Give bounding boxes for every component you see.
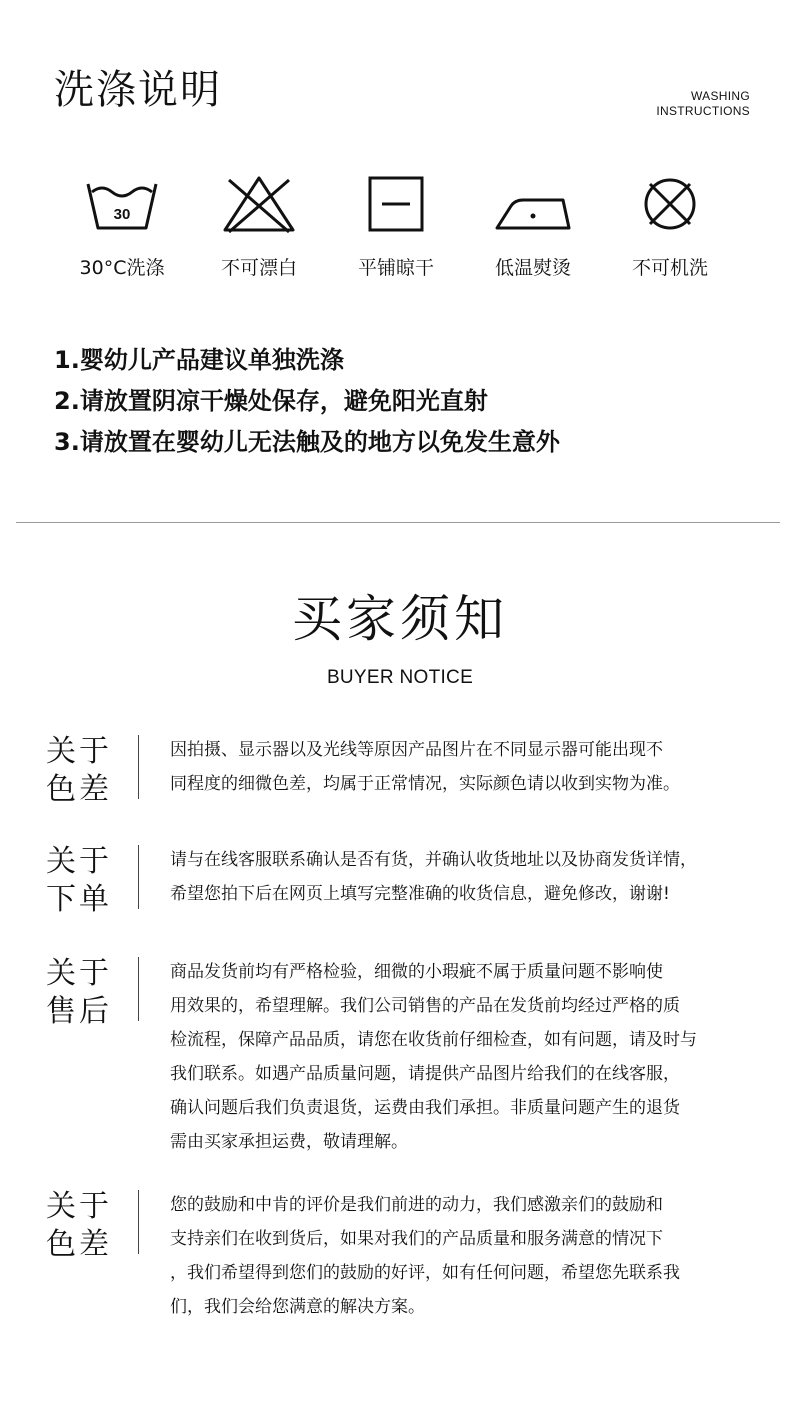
care-item-wash-30	[57, 172, 187, 280]
dry-flat-icon	[356, 172, 436, 234]
notice-heading-line2: 色差	[46, 1227, 112, 1262]
notice-section-color-difference	[46, 733, 766, 805]
no-bleach-icon	[219, 172, 299, 234]
care-item-iron-low	[468, 172, 598, 280]
notice-section-text: 商品发货前均有严格检验，细微的小瑕疵不属于质量问题不影响使 用效果的，希望理解。我们公司销售的产品在发货前均经过严格的质 检流程，保障产品品质，请您在收货前仔细检查，如有问题，请及时与 我们联系。如遇产品质量问题，请提供产品图片给我们的在线客服， 确认问题后我们负责退货，运费由我们承担。非质量问题产生的退货 需由买家承担运费，敬请理解。	[170, 962, 697, 1152]
care-item-dry-flat	[331, 172, 461, 280]
washing-subtitle-en	[656, 89, 750, 119]
care-label-no-bleach: 不可漂白	[220, 257, 297, 279]
care-label-no-machine-wash: 不可机洗	[631, 257, 708, 279]
notice-section-text: 因拍摄、显示器以及光线等原因产品图片在不同显示器可能出现不 同程度的细微色差，均属于正常情况，实际颜色请以收到实物为准。	[170, 740, 680, 794]
care-item-no-machine-wash	[605, 172, 735, 280]
washing-title: 洗涤说明	[54, 67, 222, 113]
notice-section-after-sales	[46, 955, 766, 1160]
notice-section-bar	[138, 957, 139, 1021]
care-label-wash-30: 30°C洗涤	[79, 257, 165, 279]
notice-section-ordering	[46, 843, 766, 915]
care-label-dry-flat: 平铺晾干	[357, 257, 434, 279]
notice-section-bar	[138, 845, 139, 909]
notice-section-text: 请与在线客服联系确认是否有货，并确认收货地址以及协商发货详情， 希望您拍下后在网页上填写完整准确的收货信息，避免修改，谢谢!	[170, 850, 697, 904]
notice-section-text: 您的鼓励和中肯的评价是我们前进的动力，我们感激亲们的鼓励和 支持亲们在收到货后，如果对我们的产品质量和服务满意的情况下 ，我们希望得到您们的鼓励的好评，如有任何问题，希望您先联系我 们，我们会给您满意的解决方案。	[170, 1195, 680, 1317]
washing-tips	[54, 340, 560, 463]
notice-section-heading	[46, 1188, 116, 1264]
care-item-no-bleach	[194, 172, 324, 280]
notice-heading-line1: 关于	[46, 956, 112, 991]
care-label-iron-low: 低温熨烫	[494, 257, 571, 279]
notice-heading-line1: 关于	[46, 734, 112, 769]
washing-tip-2: 2.请放置阴凉干燥处保存，避免阳光直射	[54, 387, 488, 415]
section-divider	[16, 522, 780, 523]
notice-heading-line2: 售后	[46, 994, 112, 1029]
notice-heading-line1: 关于	[46, 844, 112, 879]
notice-section-heading	[46, 843, 116, 919]
wash-30-icon	[82, 172, 162, 234]
notice-heading-line2: 下单	[46, 882, 112, 917]
washing-subtitle-en-line1: WASHING	[691, 89, 750, 103]
iron-low-icon	[493, 172, 573, 234]
notice-section-heading	[46, 733, 116, 809]
care-icons-row	[57, 172, 747, 282]
notice-heading-line1: 关于	[46, 1189, 112, 1224]
notice-section-bar	[138, 1190, 139, 1254]
washing-tip-3: 3.请放置在婴幼儿无法触及的地方以免发生意外	[54, 428, 560, 456]
no-machine-wash-icon	[630, 172, 710, 234]
notice-section-reviews	[46, 1188, 766, 1328]
notice-section-heading	[46, 955, 116, 1031]
washing-subtitle-en-line2: INSTRUCTIONS	[656, 104, 750, 118]
washing-tip-1: 1.婴幼儿产品建议单独洗涤	[54, 346, 344, 374]
notice-subtitle-en: BUYER NOTICE	[326, 667, 474, 688]
notice-section-bar	[138, 735, 139, 799]
notice-heading-line2: 色差	[46, 772, 112, 807]
notice-title: 买家须知	[292, 590, 508, 648]
wash-temp-text: 30	[113, 206, 131, 223]
